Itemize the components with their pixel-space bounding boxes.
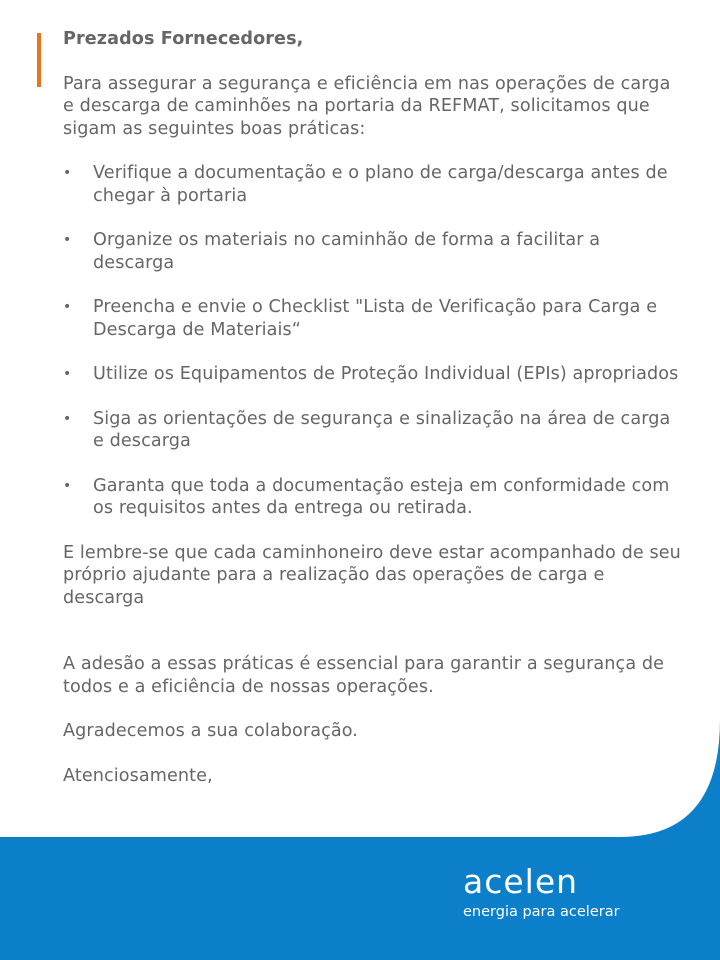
intro-paragraph: Para assegurar a segurança e eficiência em nas operações de carga e descarga de caminhões na portaria da REFMAT, solicitamos que sigam as seguintes boas práticas:	[63, 73, 671, 139]
acelen-logo	[463, 862, 620, 921]
thanks-line: Agradecemos a sua colaboração.	[63, 721, 358, 741]
list-item-text: Verifique a documentação e o plano de carga/descarga antes de chegar à portaria	[93, 163, 668, 206]
bullet-icon: •	[63, 410, 72, 427]
bullet-icon: •	[63, 366, 72, 382]
list-item-text: Organize os materiais no caminhão de forma a facilitar a descarga	[93, 230, 601, 273]
greeting: Prezados Fornecedores,	[63, 29, 304, 49]
list-item-text: Utilize os Equipamentos de Proteção Individual (EPIs) apropriados	[93, 364, 679, 384]
logo-tagline: energia para acelerar	[463, 904, 620, 920]
list-item-text: Garanta que toda a documentação esteja em conformidade com os requisitos antes da entrega ou retirada.	[93, 475, 670, 518]
bullet-icon: •	[63, 477, 72, 494]
reminder-paragraph: E lembre-se que cada caminhoneiro deve estar acompanhado de seu próprio ajudante para a realização das operações de carga e descarga	[63, 542, 681, 608]
logo-wordmark: acelen	[463, 862, 579, 901]
bullet-icon: •	[63, 232, 72, 248]
footer-wave	[0, 720, 720, 960]
bullet-icon: •	[63, 165, 72, 181]
bullet-icon: •	[63, 299, 72, 315]
adhesion-paragraph: A adesão a essas práticas é essencial para garantir a segurança de todos e a eficiência de nossas operações.	[63, 654, 665, 697]
closing-line: Atenciosamente,	[63, 765, 213, 786]
list-item-text: Preencha e envie o Checklist "Lista de Verificação para Carga e Descarga de Materiais“	[93, 297, 658, 340]
list-item-text: Siga as orientações de segurança e sinalização na área de carga e descarga	[93, 408, 671, 451]
